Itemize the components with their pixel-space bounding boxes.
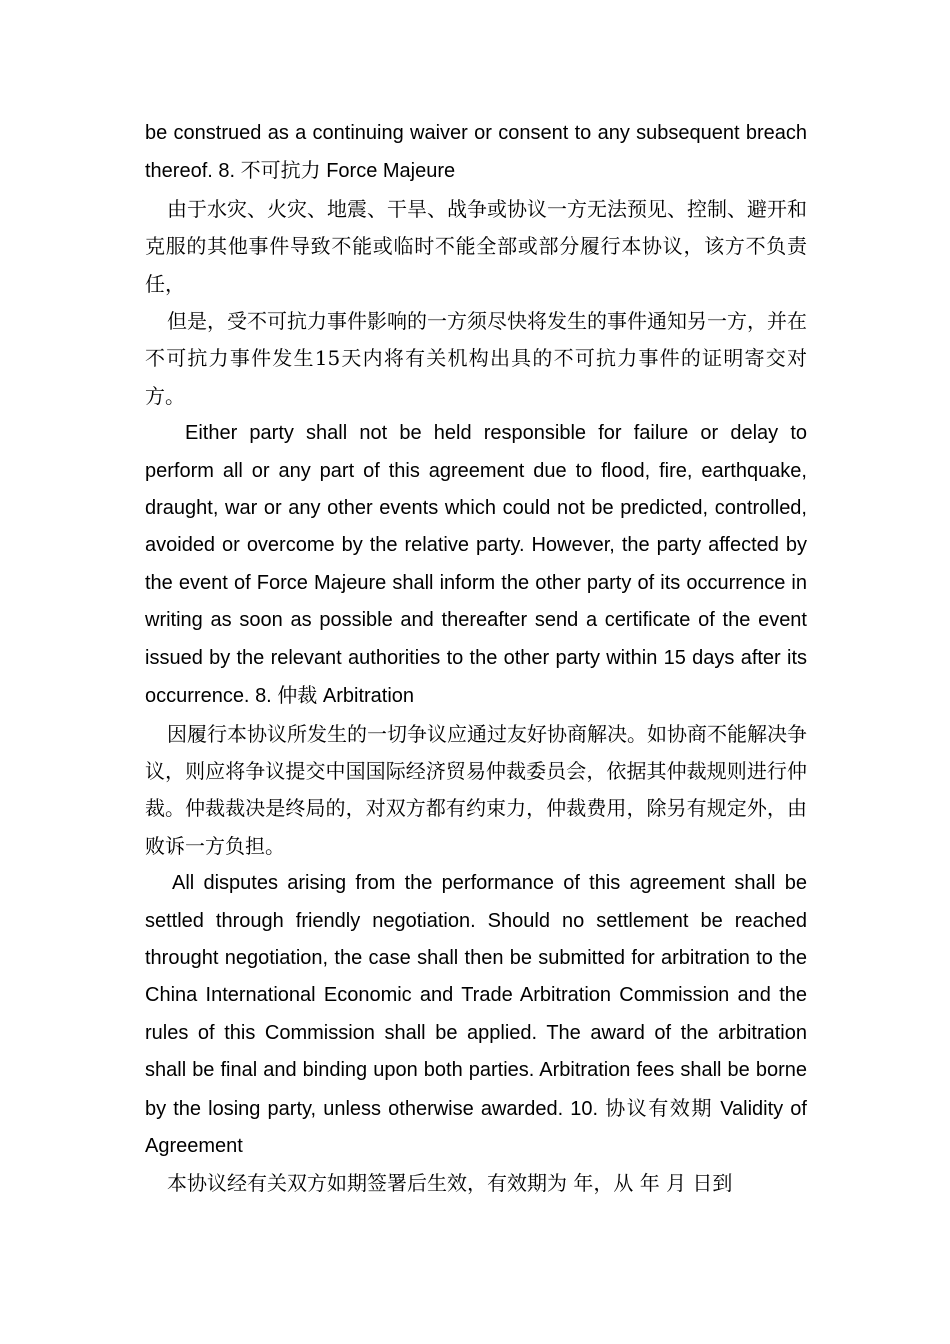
paragraph-force-majeure-en <box>145 415 807 715</box>
paragraph-arbitration-en-text: All disputes arising from the performance of this agreement shall be settled through friendly negotiation. Should no settlement be reached throught negotiation, the case shall then be submitted for arbitration to the China International Economic and Trade Arbitration Commission and the rules of this Commission shall be applied. The award of the arbitration shall be final and binding upon both parties. Arbitration fees shall be borne by the losing party, unless otherwise awarded. <box>145 872 807 1120</box>
heading-zh: 协议有效期 <box>605 1095 714 1120</box>
paragraph-force-majeure-zh-2: 但是，受不可抗力事件影响的一方须尽快将发生的事件通知另一方，并在不可抗力事件发生15天内将有关机构出具的不可抗力事件的证明寄交对方。 <box>145 309 807 408</box>
heading-number: 10. <box>570 1097 599 1120</box>
paragraph-force-majeure-en-text: Either party shall not be held responsible for failure or delay to perform all or any part of this agreement due to flood, fire, earthquake, draught, war or any other events which could not be predicted, controlled, avoided or overcome by the relative party. However, the party affected by the event of Force Majeure shall inform the other party of its occurrence in writing as soon as possible and thereafter send a certificate of the event issued by the relevant authorities to the other party within 15 days after its occurrence. <box>145 422 807 708</box>
paragraph-arbitration-en <box>145 865 807 1165</box>
heading-en: Force Majeure <box>326 160 456 183</box>
heading-number: 8. <box>255 685 272 708</box>
document-page <box>145 115 807 1203</box>
heading-number: 8. <box>218 160 236 183</box>
paragraph-force-majeure-zh-1: 由于水灾、火灾、地震、干旱、战争或协议一方无法预见、控制、避开和克服的其他事件导致不能或临时不能全部或部分履行本协议，该方不负责任， <box>145 196 807 296</box>
paragraph-waiver-end <box>145 115 807 191</box>
paragraph-waiver-text: be construed as a continuing waiver or consent to any subsequent breach thereof. <box>145 122 807 183</box>
heading-force-majeure <box>218 160 455 182</box>
paragraph-validity-zh: 本协议经有关双方如期签署后生效，有效期为 年，从 年 月 日到 <box>167 1171 733 1196</box>
paragraph-arbitration-zh: 因履行本协议所发生的一切争议应通过友好协商解决。如协商不能解决争议，则应将争议提交中国国际经济贸易仲裁委员会，依据其仲裁规则进行仲裁。仲裁裁决是终局的，对双方都有约束力，仲裁费用，除另有规定外，由败诉一方负担。 <box>145 721 807 858</box>
heading-zh: 仲裁 <box>277 683 318 708</box>
heading-zh: 不可抗力 <box>240 158 321 183</box>
heading-en: Arbitration <box>322 685 415 708</box>
heading-arbitration <box>255 685 414 707</box>
heading-en: Validity of Agreement <box>145 1097 807 1157</box>
